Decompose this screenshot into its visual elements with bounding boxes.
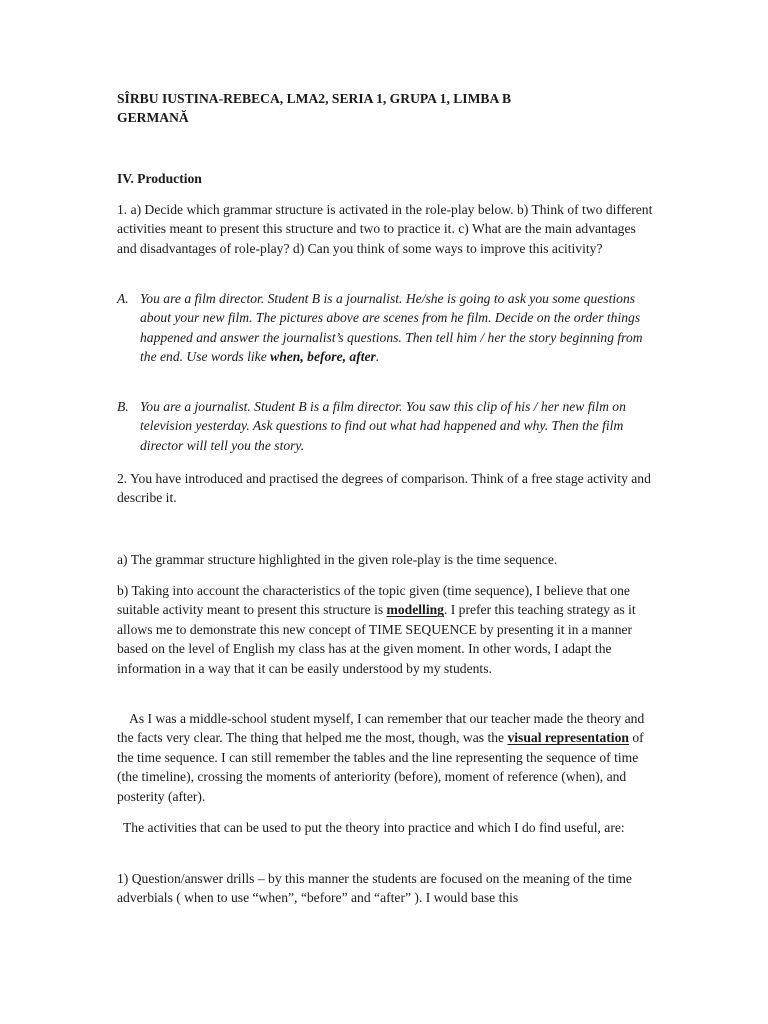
paragraph-3-emphasis: visual representation — [507, 730, 629, 746]
answer-b-start: b) Taking into account the characteristics of the topic given (time sequence), I believe that one suitable activity meant to present this structure is — [117, 583, 630, 618]
paragraph-3-start: As I was a middle-school student myself, I can remember that our teacher made the theory and the facts very clear. The thing that helped me the most, though, was the — [117, 711, 645, 746]
task-1-text: 1. a) Decide which grammar structure is activated in the role-play below. b) Think of two different activities meant to present this structure and two to practice it. c) What are the main advantages and disadvantages of role-play? d) Can you think of some ways to improve this acitivity? — [117, 202, 653, 256]
header-line-1: SÎRBU IUSTINA-REBECA, LMA2, SERIA 1, GRUPA 1, LIMBA B — [117, 91, 512, 106]
task-2-text: 2. You have introduced and practised the degrees of comparison. Think of a free stage activity and describe it. — [117, 471, 651, 506]
document-header — [117, 89, 657, 127]
paragraph-5: 1) Question/answer drills – by this manner the students are focused on the meaning of the time adverbials ( when to use “when”, “before” and “after” ). I would base this — [117, 871, 632, 906]
section-title: IV. Production — [117, 171, 202, 186]
answer-b-emphasis: modelling — [386, 602, 444, 618]
list-item-b-text: You are a journalist. Student B is a film director. You saw this clip of his / her new film on television yesterday. Ask questions to find out what had happened and why. Then the film director will tell you the story. — [140, 399, 626, 453]
paragraph-3-end: of the time sequence. I can still remember the tables and the line representing the sequence of time (the timeline), crossing the moments of anteriority (before), moment of reference (when), and posterity (after). — [117, 730, 644, 804]
paragraph-4: The activities that can be used to put the theory into practice and which I do find useful, are: — [123, 820, 625, 835]
list-marker-b: B. — [117, 399, 129, 414]
answer-a: a) The grammar structure highlighted in the given role-play is the time sequence. — [117, 552, 558, 567]
list-item-a-end: . — [375, 349, 380, 365]
list-item-a-text — [140, 289, 657, 367]
list-item-a-keywords: when, before, after — [270, 349, 376, 365]
answer-b-end: . I prefer this teaching strategy as it allows me to demonstrate this new concept of TIME SEQUENCE by presenting it in a manner based on the level of English my class has at the given moment. In other words, I adapt the information in a way that it can be easily understood by my students. — [117, 602, 636, 676]
list-marker-a: A. — [117, 291, 129, 306]
list-item-a-body: You are a film director. Student B is a journalist. He/she is going to ask you some questions about your new film. The pictures above are scenes from he film. Decide on the order things happened and answer the journalist’s questions. Then tell him / her the story beginning from the end. Use words like — [140, 291, 643, 365]
header-line-2: GERMANĂ — [117, 110, 189, 125]
paragraph-3 — [117, 709, 657, 806]
answer-b — [117, 581, 657, 678]
